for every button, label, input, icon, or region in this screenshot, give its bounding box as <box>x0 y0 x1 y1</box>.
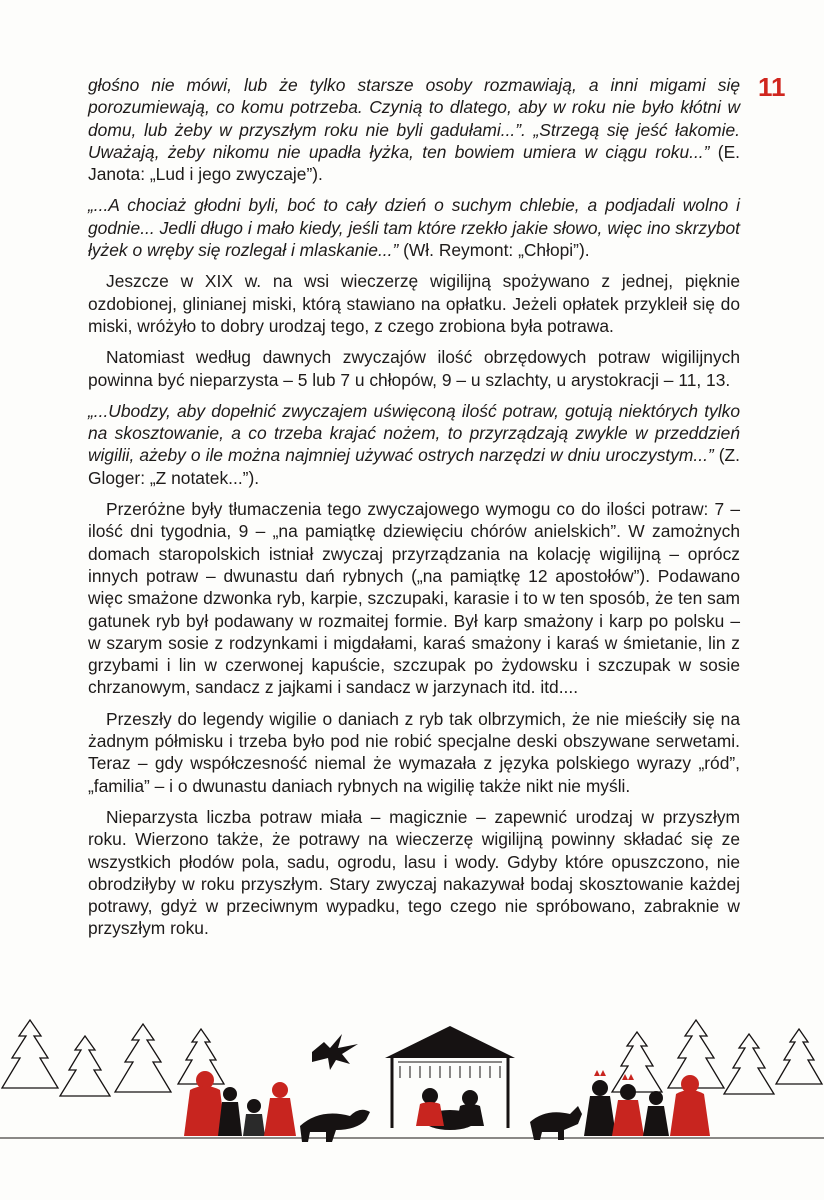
page-number: 11 <box>758 72 786 102</box>
body-text: Jeszcze w XIX w. na wsi wieczerzę wigilijną spożywano z jednej, pięknie ozdobionej, glinianej miski, którą stawiano na opłatku. Jeżeli opłatek przykleił się do miski, wróżyło to dobry urodzaj tego, z czego zrobiona była potrawa. <box>88 271 740 336</box>
quote-text: głośno nie mówi, lub że tylko starsze osoby rozmawiają, a inni migami się porozumiewają, co komu potrzeba. Czynią to dlatego, aby w roku nie było kłótni w domu, lub żeby w przyszłym roku nie byli gadułami...”. „Strzegą się jeść łakomie. Uważają, żeby nikomu nie upadła łyżka, ten bowiem umiera w ciągu roku...” <box>88 75 740 162</box>
body-text: Nieparzysta liczba potraw miała – magicznie – zapewnić urodzaj w przyszłym roku. Wierzono także, że potrawy na wieczerzę wigilijną powinny składać się ze wszystkich płodów pola, sadu, ogrodu, lasu i wody. Gdyby które opuszczono, nie obrodziłyby w roku przyszłym. Stary zwyczaj nakazywał bodaj skosztowanie każdej potrawy, gdyż w przeciwnym wypadku, tego czego nie spróbowano, zabraknie w przyszłym roku. <box>88 806 740 939</box>
paragraph <box>88 806 740 940</box>
paragraph <box>88 346 740 391</box>
nativity-scene-illustration <box>0 1018 824 1200</box>
stable-icon <box>385 1026 515 1130</box>
paragraph <box>88 270 740 337</box>
body-text: Przeszły do legendy wigilie o daniach z ryb tak olbrzymich, że nie mieściły się na żadnym półmisku i trzeba było pod nie robić specjalne deski obszywane serwetami. Teraz – gdy współczesność niemal że wymazała z języka polskiego wyrazy „ród”, „familia” – i o dwunastu daniach rybnych na wigilię także nikt nie myśli. <box>88 708 740 796</box>
body-text: (Z. Gloger: „Z notatek...”). <box>88 445 740 488</box>
body-text: (Wł. Reymont: „Chłopi”). <box>398 240 590 261</box>
paragraph <box>88 708 740 797</box>
body-text: Natomiast według dawnych zwyczajów ilość obrzędowych potraw wigilijnych powinna być nieparzysta – 5 lub 7 u chłopów, 9 – u szlachty, u arystokracji – 11, 13. <box>88 347 740 390</box>
star-of-bethlehem-icon <box>312 1034 358 1070</box>
paragraph <box>88 498 740 699</box>
paragraph <box>88 74 740 185</box>
quote-text: „...A chociaż głodni byli, boć to cały dzień o suchym chlebie, a podjadali wolno i godnie... Jedli długo i mało kiedy, jeśli tam które rzekło jakie słowo, więc ino skrzybot łyżek o wręby się rozlegał i mlaskanie...” <box>88 195 740 261</box>
tree-line-right <box>612 1020 822 1094</box>
body-text: (E. Janota: „Lud i jego zwyczaje”). <box>88 141 740 185</box>
three-kings-figures <box>584 1070 710 1136</box>
shepherds-figures <box>184 1071 296 1136</box>
tree-line-left <box>2 1020 224 1096</box>
quote-text: „...Ubodzy, aby dopełnić zwyczajem uświęconą ilość potraw, gotują niektórych tylko na skosztowanie, a co trzeba krajać nożem, to przyrządzają zwykle w przeddzień wigilii, ażeby o ile można najmniej używać ostrych narzędzi w dniu uroczystym...” <box>88 400 740 466</box>
body-text: Przeróżne były tłumaczenia tego zwyczajowego wymogu co do ilości potraw: 7 – ilość dni tygodnia, 9 – „na pamiątkę dziewięciu chórów anielskich”. W zamożnych domach staropolskich istniał zwyczaj przyrządzania na kolację wigilijną – oprócz innych potraw – dwunastu dań rybnych („na pamiątkę 12 apostołów”). Podawano więc smażone dzwonka ryb, karpie, szczupaki, karasie i to w ten sposób, że ten sam gatunek ryb był podawany w rozmaitej formie. Był karp smażony i karp po polsku – w szarym sosie z rodzynkami i migdałami, karaś smażony i karaś w śmietanie, lin z grzybami i lin w czerwonej kapuście, szczupak po żydowsku i szczupak w sosie chrzanowym, sandacz z jajkami i sandacz w jarzynach itd. itd.... <box>88 499 740 698</box>
paragraph <box>88 400 740 489</box>
text-column <box>88 74 740 949</box>
paragraph <box>88 194 740 261</box>
